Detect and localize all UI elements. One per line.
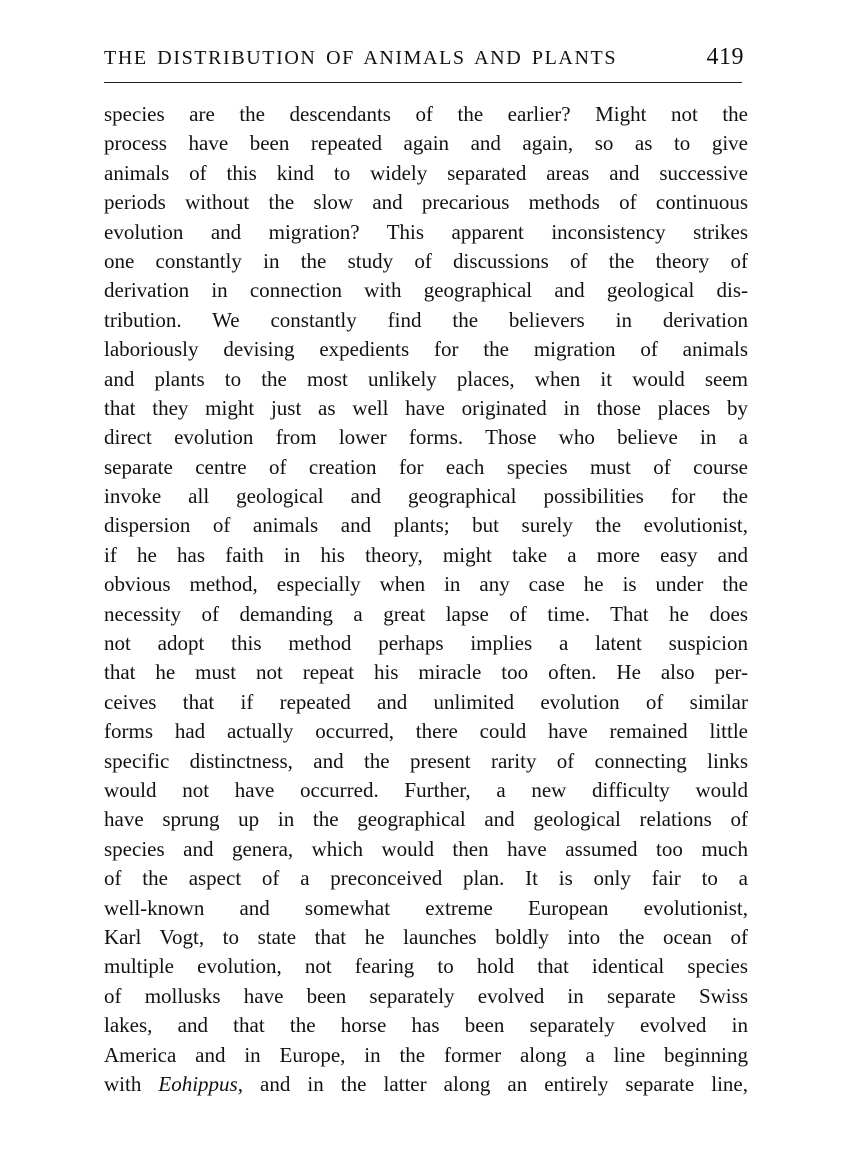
text-line: Karl Vogt, to state that he launches boldly into the ocean of bbox=[104, 924, 748, 949]
text-line: dispersion of animals and plants; but surely the evolutionist, bbox=[104, 513, 748, 538]
running-head bbox=[104, 44, 744, 78]
text-line: separate centre of creation for each species must of course bbox=[104, 454, 748, 479]
text-line-final bbox=[104, 1070, 748, 1099]
text-line: of mollusks have been separately evolved in separate Swiss bbox=[104, 983, 748, 1008]
running-title: THE DISTRIBUTION OF ANIMALS AND PLANTS bbox=[104, 47, 618, 69]
text-line: America and in Europe, in the former along a line beginning bbox=[104, 1042, 748, 1067]
body-text bbox=[104, 100, 748, 1099]
text-span: with bbox=[104, 1071, 159, 1096]
text-line: tribution. We constantly find the believers in derivation bbox=[104, 307, 748, 332]
text-line: periods without the slow and precarious methods of continuous bbox=[104, 190, 748, 215]
text-line: necessity of demanding a great lapse of time. That he does bbox=[104, 601, 748, 626]
text-line: would not have occurred. Further, a new difficulty would bbox=[104, 777, 748, 802]
text-line: species are the descendants of the earlier? Might not the bbox=[104, 102, 748, 126]
page-number: 419 bbox=[706, 44, 744, 70]
text-line: ceives that if repeated and unlimited evolution of similar bbox=[104, 689, 748, 714]
text-line: have sprung up in the geographical and geological relations of bbox=[104, 807, 748, 832]
text-span: , and in the latter along an entirely separate line, bbox=[237, 1071, 748, 1096]
text-line: lakes, and that the horse has been separately evolved in bbox=[104, 1013, 748, 1038]
text-line: if he has faith in his theory, might take a more easy and bbox=[104, 542, 748, 567]
genus-name-italic: Eohippus bbox=[158, 1071, 238, 1096]
text-line: forms had actually occurred, there could have remained little bbox=[104, 719, 748, 744]
text-line: and plants to the most unlikely places, when it would seem bbox=[104, 366, 748, 391]
text-line: evolution and migration? This apparent inconsistency strikes bbox=[104, 219, 748, 244]
header-rule bbox=[104, 82, 742, 83]
text-line: multiple evolution, not fearing to hold that identical species bbox=[104, 954, 748, 979]
text-line: well-known and somewhat extreme European evolutionist, bbox=[104, 895, 748, 920]
text-line: laboriously devising expedients for the migration of animals bbox=[104, 337, 748, 362]
text-line: one constantly in the study of discussions of the theory of bbox=[104, 248, 748, 273]
text-line: process have been repeated again and again, so as to give bbox=[104, 131, 748, 156]
text-line: that they might just as well have originated in those places by bbox=[104, 395, 748, 420]
text-line: direct evolution from lower forms. Those who believe in a bbox=[104, 425, 748, 450]
text-line: of the aspect of a preconceived plan. It is only fair to a bbox=[104, 866, 748, 891]
text-line: derivation in connection with geographical and geological dis- bbox=[104, 278, 748, 303]
text-line: species and genera, which would then have assumed too much bbox=[104, 836, 748, 861]
text-line: not adopt this method perhaps implies a latent suspicion bbox=[104, 631, 748, 656]
text-line: that he must not repeat his miracle too often. He also per- bbox=[104, 660, 748, 685]
text-line: animals of this kind to widely separated areas and successive bbox=[104, 160, 748, 185]
text-line: specific distinctness, and the present rarity of connecting links bbox=[104, 748, 748, 773]
text-line: invoke all geological and geographical possibilities for the bbox=[104, 484, 748, 509]
text-line: obvious method, especially when in any case he is under the bbox=[104, 572, 748, 597]
